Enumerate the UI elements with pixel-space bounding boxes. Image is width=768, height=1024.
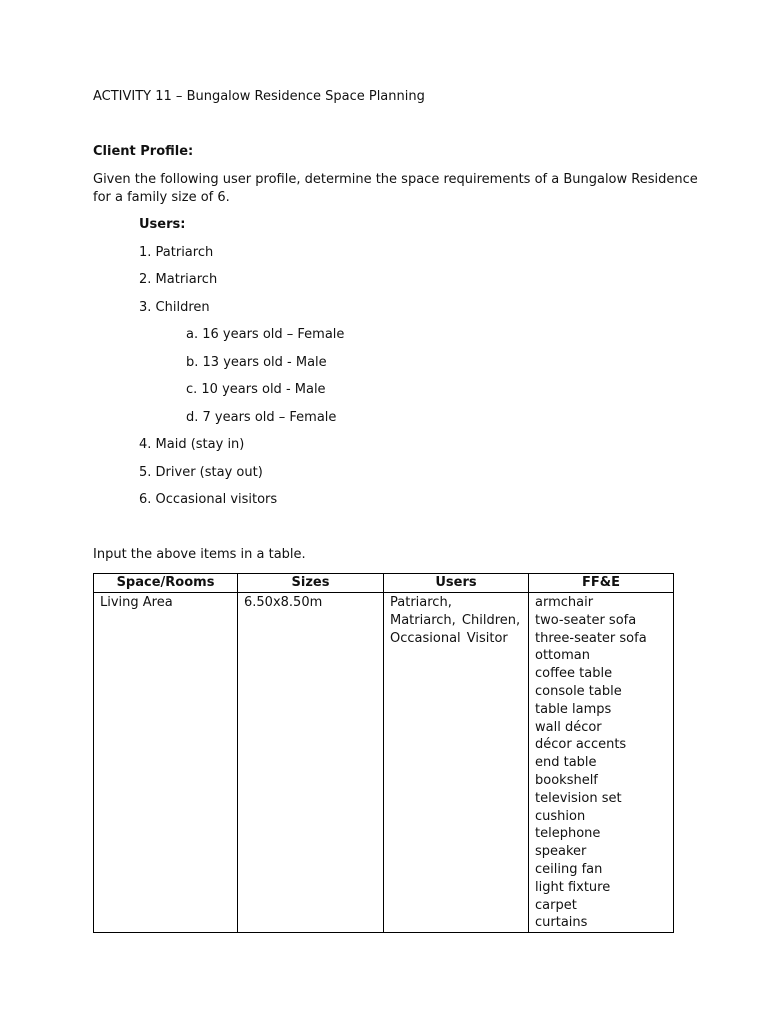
ffe-item: armchair: [535, 595, 594, 610]
header-users: Users: [384, 574, 529, 593]
ffe-item: cushion: [535, 808, 586, 824]
ffe-item: curtains: [535, 915, 588, 931]
space-planning-table: [93, 573, 674, 933]
ffe-item: ceiling fan: [535, 861, 603, 877]
child-item: c. 10 years old - Male: [186, 382, 326, 397]
ffe-item: light fixture: [535, 879, 611, 895]
ffe-item: coffee table: [535, 666, 613, 682]
child-item: d. 7 years old – Female: [186, 410, 337, 425]
ffe-item: table lamps: [535, 701, 612, 717]
ffe-item: end table: [535, 755, 597, 771]
cell-sizes: 6.50x8.50m: [238, 593, 384, 933]
cell-users: Patriarch, Matriarch, Children, Occasional Visitor: [384, 593, 529, 933]
table-instruction: Input the above items in a table.: [93, 547, 306, 562]
cell-space: Living Area: [94, 593, 238, 933]
header-sizes: Sizes: [238, 574, 384, 593]
ffe-item: décor accents: [535, 737, 627, 753]
intro-text-line-2: for a family size of 6.: [93, 190, 230, 205]
intro-text-line-1: Given the following user profile, determine the space requirements of a Bungalow Residence: [93, 172, 698, 187]
ffe-item: wall décor: [535, 719, 602, 735]
user-item: 5. Driver (stay out): [139, 465, 263, 480]
header-ffe: FF&E: [529, 574, 674, 593]
ffe-item: television set: [535, 790, 622, 806]
ffe-item: bookshelf: [535, 772, 598, 788]
table-header-row: [94, 574, 674, 593]
ffe-item: ottoman: [535, 648, 590, 664]
child-item: b. 13 years old - Male: [186, 355, 327, 370]
ffe-item: console table: [535, 683, 622, 699]
ffe-item: speaker: [535, 844, 587, 860]
ffe-item: carpet: [535, 897, 577, 913]
table-row: [94, 593, 674, 933]
user-item: 4. Maid (stay in): [139, 437, 245, 452]
header-space-rooms: Space/Rooms: [94, 574, 238, 593]
cell-ffe-list: [529, 593, 674, 933]
ffe-item: telephone: [535, 826, 601, 842]
user-item: 3. Children: [139, 300, 210, 315]
user-item: 6. Occasional visitors: [139, 492, 278, 507]
ffe-item: three-seater sofa: [535, 630, 647, 646]
user-item: 1. Patriarch: [139, 245, 214, 260]
user-item: 2. Matriarch: [139, 272, 218, 287]
users-heading: Users:: [139, 217, 186, 232]
ffe-item: two-seater sofa: [535, 612, 637, 628]
client-profile-heading: Client Profile:: [93, 144, 194, 159]
child-item: a. 16 years old – Female: [186, 327, 345, 342]
document-title: ACTIVITY 11 – Bungalow Residence Space Planning: [93, 89, 425, 104]
